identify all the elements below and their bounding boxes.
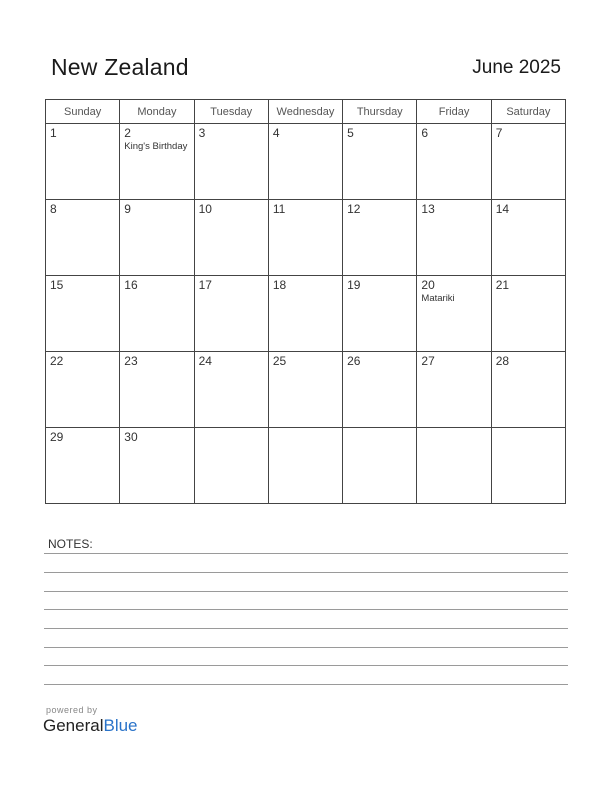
day-number: 8 — [50, 202, 57, 216]
note-line — [44, 647, 568, 648]
day-number: 13 — [421, 202, 435, 216]
day-number: 2 — [124, 126, 131, 140]
day-cell — [491, 352, 565, 428]
day-cell — [120, 428, 194, 504]
day-number: 17 — [198, 278, 212, 292]
weekday-wednesday: Wednesday — [268, 100, 342, 124]
day-number: 19 — [347, 278, 361, 292]
day-number: 10 — [198, 202, 212, 216]
powered-by-text: powered by — [46, 705, 98, 715]
page-title: New Zealand — [51, 54, 189, 80]
day-cell — [417, 200, 491, 276]
day-cell — [417, 352, 491, 428]
day-cell — [268, 200, 342, 276]
day-cell — [120, 124, 194, 200]
day-number: 20 — [421, 278, 435, 292]
day-cell — [417, 428, 491, 504]
week-row — [46, 428, 566, 504]
day-number: 23 — [124, 354, 138, 368]
day-cell — [46, 352, 120, 428]
note-line — [44, 572, 568, 573]
day-number: 9 — [124, 202, 131, 216]
note-line — [44, 591, 568, 592]
day-cell — [268, 352, 342, 428]
day-number: 26 — [347, 354, 361, 368]
day-number: 18 — [272, 278, 287, 292]
day-cell — [343, 352, 417, 428]
note-line — [44, 684, 568, 685]
day-cell — [343, 200, 417, 276]
day-number: 15 — [50, 278, 64, 292]
day-number: 24 — [198, 354, 212, 368]
day-cell — [491, 200, 565, 276]
day-number: 6 — [421, 126, 429, 140]
day-number: 27 — [421, 354, 435, 368]
day-number: 30 — [124, 430, 138, 444]
weekday-header-row — [46, 100, 566, 124]
note-line — [44, 609, 568, 610]
day-cell — [268, 276, 342, 352]
day-number: 29 — [50, 430, 64, 444]
day-cell — [120, 276, 194, 352]
weekday-thursday: Thursday — [343, 100, 417, 124]
day-cell — [194, 276, 268, 352]
brand-logo-part1: General — [43, 716, 104, 735]
note-line — [44, 553, 568, 554]
day-cell — [120, 200, 194, 276]
month-year: June 2025 — [472, 57, 561, 78]
day-number: 22 — [50, 354, 64, 368]
day-cell — [194, 428, 268, 504]
day-number: 1 — [50, 126, 57, 140]
day-cell — [46, 200, 120, 276]
day-cell — [491, 276, 565, 352]
weekday-friday: Friday — [417, 100, 491, 124]
weekday-tuesday: Tuesday — [194, 100, 268, 124]
calendar-grid — [45, 99, 566, 504]
day-number: 5 — [347, 126, 354, 140]
holiday-label: Matariki — [421, 293, 455, 304]
day-number: 28 — [495, 354, 510, 368]
day-number: 11 — [272, 202, 286, 216]
day-cell — [417, 276, 491, 352]
day-cell — [194, 124, 268, 200]
week-row — [46, 124, 566, 200]
week-row — [46, 276, 566, 352]
note-line — [44, 665, 568, 666]
brand-logo — [43, 716, 138, 736]
day-number: 25 — [272, 354, 287, 368]
holiday-label: King's Birthday — [124, 141, 188, 152]
day-cell — [343, 428, 417, 504]
day-cell — [491, 428, 565, 504]
weekday-monday: Monday — [120, 100, 194, 124]
day-cell — [46, 124, 120, 200]
day-number: 14 — [495, 202, 510, 216]
day-number: 21 — [495, 278, 510, 292]
day-cell — [120, 352, 194, 428]
day-number: 4 — [272, 126, 280, 140]
week-row — [46, 352, 566, 428]
day-number: 16 — [124, 278, 138, 292]
day-cell — [268, 428, 342, 504]
day-cell — [194, 200, 268, 276]
day-cell — [268, 124, 342, 200]
day-cell — [46, 428, 120, 504]
day-cell — [343, 276, 417, 352]
day-cell — [194, 352, 268, 428]
day-cell — [343, 124, 417, 200]
brand-logo-part2: Blue — [103, 716, 138, 735]
note-line — [44, 628, 568, 629]
weekday-saturday: Saturday — [491, 100, 565, 124]
day-cell — [491, 124, 565, 200]
weekday-sunday: Sunday — [46, 100, 120, 124]
day-cell — [417, 124, 491, 200]
notes-label: NOTES: — [48, 537, 93, 551]
day-cell — [46, 276, 120, 352]
day-number: 3 — [198, 126, 206, 140]
week-row — [46, 200, 566, 276]
day-number: 12 — [347, 202, 361, 216]
day-number: 7 — [495, 126, 503, 140]
